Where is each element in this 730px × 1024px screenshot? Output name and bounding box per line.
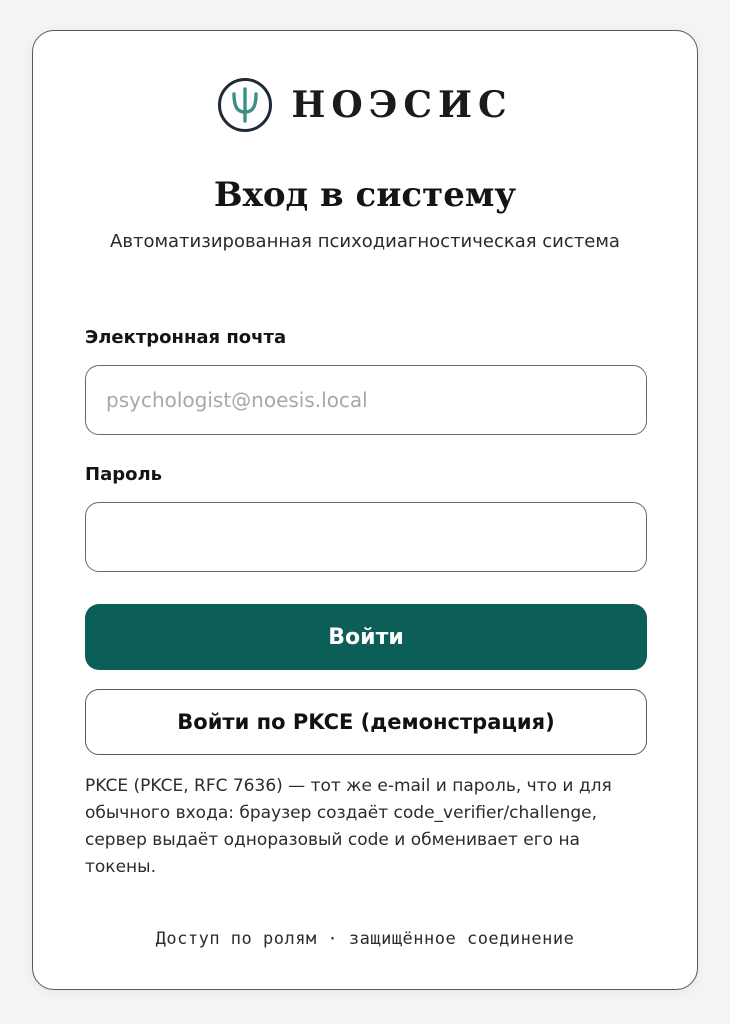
email-field[interactable] — [85, 365, 647, 435]
brand-name: НОЭСИС — [291, 84, 513, 126]
brand — [33, 77, 697, 133]
psi-logo-icon — [217, 77, 273, 133]
password-field[interactable] — [85, 502, 647, 572]
page-title: Вход в систему — [213, 175, 517, 215]
login-card — [32, 30, 698, 990]
pkce-login-button[interactable]: Войти по PKCE (демонстрация) — [85, 689, 647, 755]
email-label: Электронная почта — [85, 327, 287, 348]
footer-text: Доступ по ролям · защищённое соединение — [155, 929, 575, 949]
login-button[interactable]: Войти — [85, 604, 647, 670]
page-subtitle: Автоматизированная психодиагностическая система — [110, 231, 620, 252]
password-label: Пароль — [85, 464, 163, 485]
pkce-note: PKCE (PKCE, RFC 7636) — тот же e-mail и пароль, что и для обычного входа: браузер создаёт code_verifier/challenge, сервер выдаёт одноразовый code и обменивает его на токены. — [85, 776, 612, 877]
